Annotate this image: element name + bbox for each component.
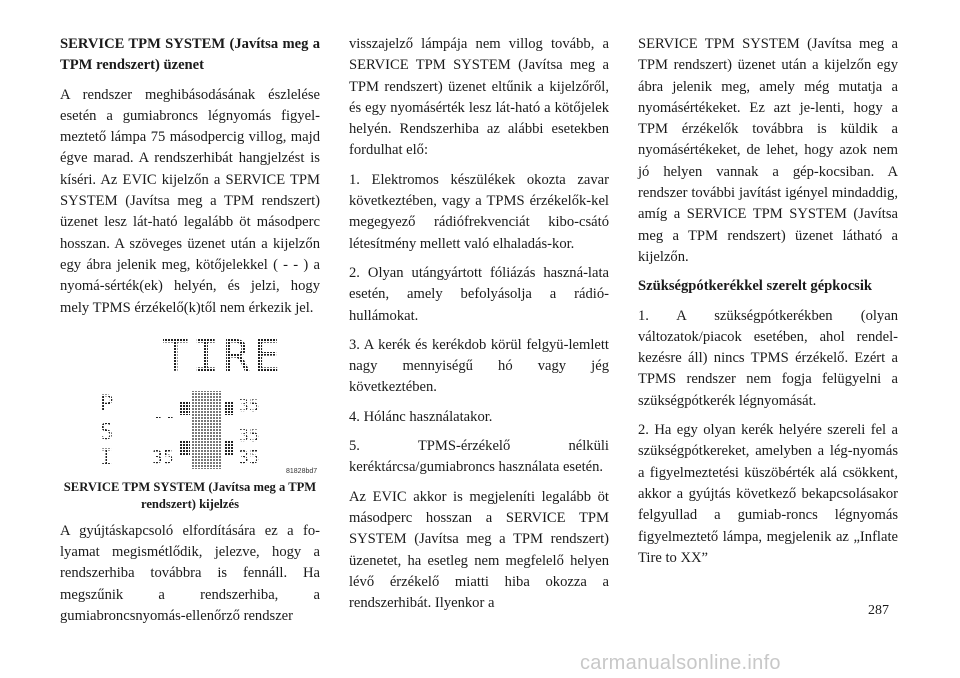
row-label: P	[100, 391, 114, 417]
figure-code: 81828bd7	[286, 467, 318, 475]
paragraph: visszajelző lámpája nem villog tovább, a SERVICE TPM SYSTEM (Javítsa meg a TPM rendszert) üzenet eltűnik a kijelzőről, és egy nyomásérték lesz lát-ható a kötőjelek helyén. Rendszerhiba az alábbi esetekben fordulhat elő:	[349, 36, 609, 159]
column-2	[349, 34, 609, 622]
row-label: I	[100, 445, 114, 471]
pressure-value: 35	[238, 394, 260, 416]
column-1	[60, 34, 320, 635]
column-3	[638, 34, 898, 577]
section-heading: Szükségpótkerékkel szerelt gépkocsik	[638, 278, 873, 295]
list-item: 3. A kerék és kerékdob körül felgyü-lemlett nagy mennyiségű hó vagy jég következtében.	[349, 336, 609, 396]
list-item: 2. Olyan utángyártott fóliázás haszná-lata esetén, amely befolyásolja a rádió-hullámokat.	[349, 264, 609, 324]
list-item: 1. A szükségpótkerékben (olyan változatok/piacok esetében, ahol rendel-kezésre áll) nincs TPMS érzékelő. Ezért a TPMS rendszer nem fogja felügyelni a szükségpótkerék légnyomását.	[638, 307, 898, 409]
watermark: carmanualsonline.info	[580, 652, 781, 674]
paragraph: A rendszer meghibásodásának észlelése esetén a gumiabroncs légnyomás figyel-meztető lámpa 75 másodpercig villog, majd égve marad. A rendszerhibát hangjelzést is kíséri. Az EVIC kijelzőn a SERVICE TPM SYSTEM (Javítsa meg a TPM rendszert) üzenet lesz lát-ható legalább öt másodperc hosszan. A szöveges üzenet után a kijelzőn egy ábra jelenik meg, kötőjelekkel ( - - ) a nyomá-sérték(ek) helyén, és jelzi, hogy mely TPMS érzékelő(k)től nem érkezik jel.	[60, 86, 320, 316]
list-item: 4. Hólánc használatakor.	[349, 408, 493, 425]
list-item: 5. TPMS-érzékelő nélküli keréktárcsa/gumiabroncs használata esetén.	[349, 438, 609, 476]
paragraph: SERVICE TPM SYSTEM (Javítsa meg a TPM rendszert) üzenet után a kijelzőn egy ábra jelenik meg, amely még mutatja a nyomásértékeket. Ez azt je-lenti, hogy a TPM érzékelők továbbra is küldik a nyomásértékeket, de lehet, hogy azok nem jó helyen vannak a gép-kocsiban. A rendszer további javítást igényel mindaddig, amíg a SERVICE TPM SYSTEM (Javítsa meg a TPM rendszert) üzenet látható a kijelzőn.	[638, 36, 898, 265]
page-number: 287	[868, 603, 889, 618]
paragraph: Az EVIC akkor is megjeleníti legalább öt másodperc hosszan a SERVICE TPM SYSTEM (Javítsa meg a TPM rendszert) üzenetet, ha esetleg nem megfelelő helyen lévő érzékelő miatti hiba okozza a rendszerhibát. Ilyenkor a	[349, 488, 609, 612]
row-label: S	[100, 419, 114, 445]
pressure-value: 35	[238, 424, 260, 446]
list-item: 1. Elektromos készülékek okozta zavar következtében, vagy a TPMS érzékelők-kel megegyező rádiófrekvenciát kibo-csátó létesítmény mellett való elhaladás-kor.	[349, 171, 609, 252]
evic-display-graphic	[60, 327, 320, 477]
paragraph: A gyújtáskapcsoló elfordítására ez a fo-lyamat megismétlődik, jelezve, hogy a rendszerhiba továbbra is fennáll. Ha megszűnik a rendszerhiba, a gumiabroncsnyomás-ellenőrző rendszer	[60, 522, 320, 625]
figure-caption: SERVICE TPM SYSTEM (Javítsa meg a TPM rendszert) kijelzés	[63, 479, 317, 511]
display-title: TIRE	[162, 330, 284, 382]
list-item: 2. Ha egy olyan kerék helyére szereli fel a szükségpótkereket, amelyben a lég-nyomás a figyelmeztetési küszöbérték alá csökkent, akkor a gyújtás következő bekapcsolásakor felgyullad a gumiab-roncs légnyomás figyelmeztető lámpa, megjelenik az „Inflate Tire to XX”	[638, 422, 898, 566]
tire-display-figure	[60, 327, 320, 477]
vehicle-outline	[192, 391, 222, 469]
pressure-value: 35	[152, 446, 174, 468]
section-heading: SERVICE TPM SYSTEM (Javítsa meg a TPM rendszert) üzenet	[60, 36, 320, 74]
pressure-value: 35	[238, 446, 260, 468]
missing-pressure-dashes: --	[152, 403, 177, 428]
